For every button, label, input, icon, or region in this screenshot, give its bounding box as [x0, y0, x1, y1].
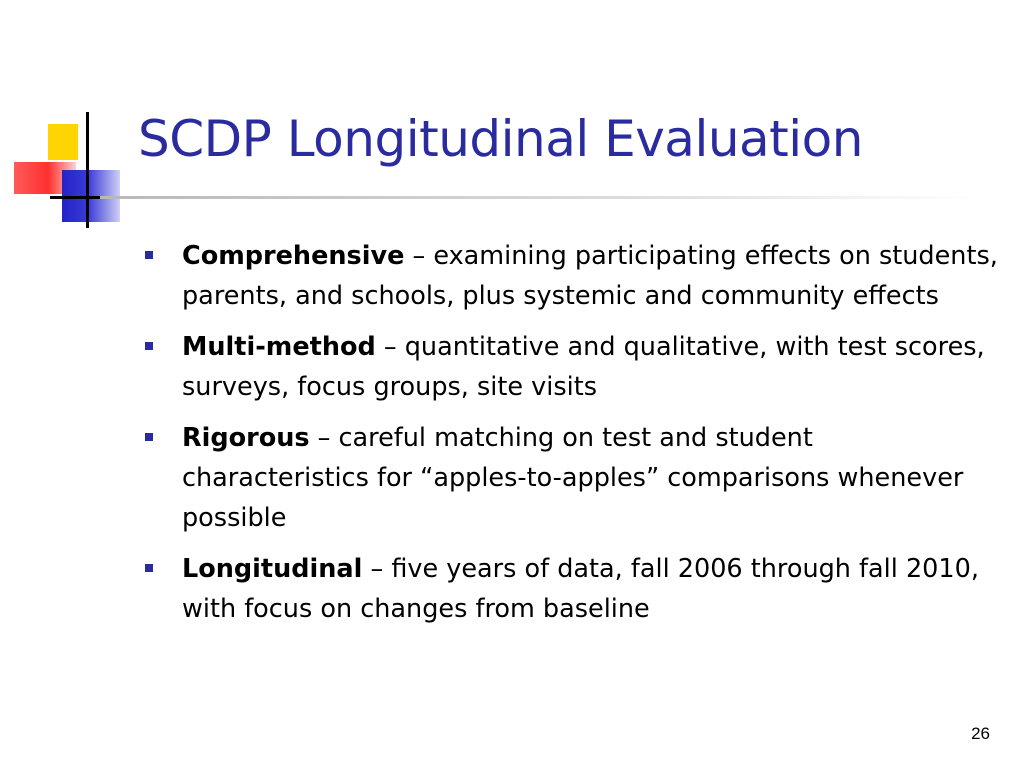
- bullet-square-icon: [145, 564, 153, 572]
- bullet-square-icon: [145, 433, 153, 441]
- decorative-logo: [0, 0, 140, 240]
- bullet-description: – five years of data, fall 2006 through fall 2010, with focus on changes from baseline: [182, 554, 979, 624]
- bullet-term: Longitudinal: [182, 554, 363, 584]
- bullet-term: Comprehensive: [182, 241, 405, 271]
- bullet-item: [142, 549, 1002, 629]
- bullet-square-icon: [145, 342, 153, 350]
- bullet-item: [142, 327, 1002, 407]
- page-number: 26: [971, 724, 990, 743]
- bullet-text: [182, 241, 998, 311]
- vertical-line-shape: [86, 112, 89, 228]
- bullet-text: [182, 423, 963, 533]
- bullet-description: – quantitative and qualitative, with test scores, surveys, focus groups, site visits: [182, 332, 985, 402]
- title-underline: [100, 196, 980, 199]
- bullet-description: – careful matching on test and student characteristics for “apples-to-apples” comparisons whenever possible: [182, 423, 964, 533]
- bullet-term: Rigorous: [182, 423, 310, 453]
- bullet-item: [142, 236, 1002, 316]
- bullet-item: [142, 418, 1002, 538]
- yellow-square-shape: [48, 124, 78, 160]
- bullet-text: [182, 554, 979, 624]
- bullet-term: Multi-method: [182, 332, 376, 362]
- bullet-list: [142, 236, 1002, 640]
- bullet-description: – examining participating effects on students, parents, and schools, plus systemic and community effects: [182, 241, 998, 311]
- bullet-square-icon: [145, 251, 153, 259]
- bullet-text: [182, 332, 985, 402]
- slide-title: SCDP Longitudinal Evaluation: [138, 110, 863, 168]
